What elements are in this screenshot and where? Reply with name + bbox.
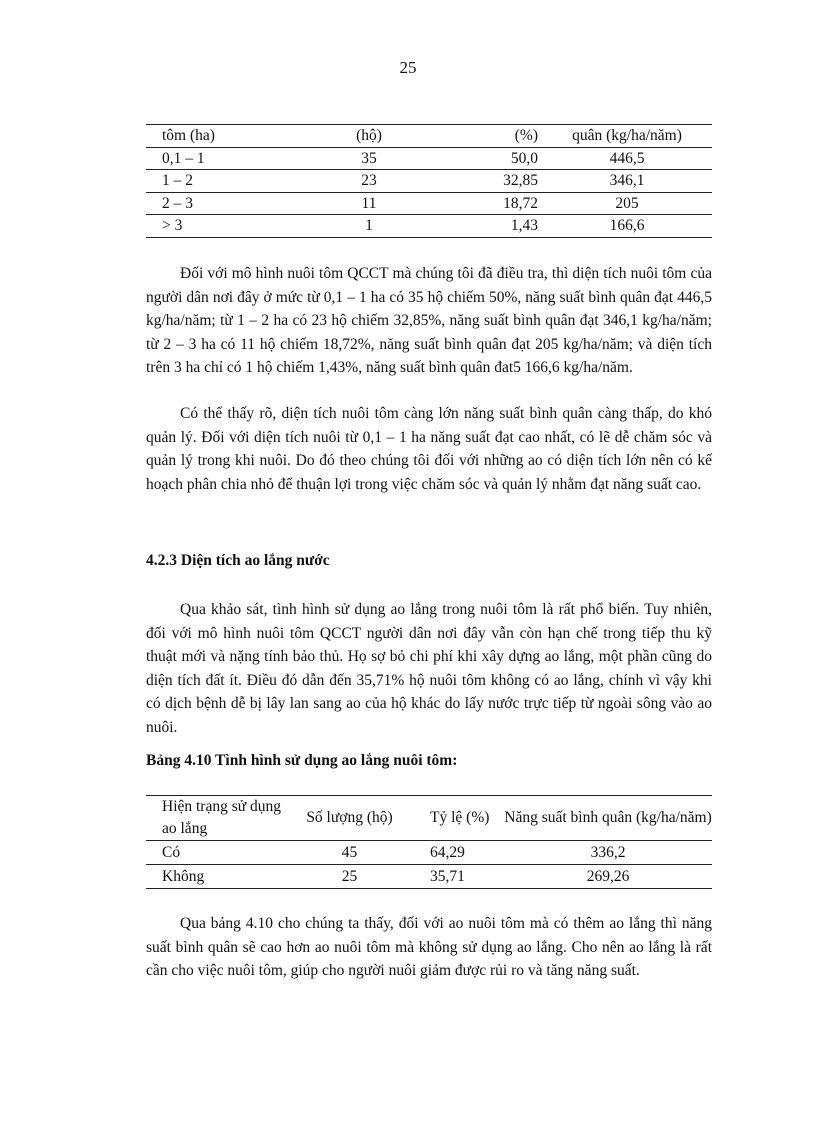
table-caption: Bảng 4.10 Tình hình sử dụng ao lắng nuôi tôm:	[146, 752, 458, 769]
table-header-row	[146, 125, 712, 148]
table-cell: 23	[310, 170, 428, 193]
paragraph-conclusion: Có thể thấy rõ, diện tích nuôi tôm càng lớn năng suất bình quân càng thấp, do khó quản lý. Đối với diện tích nuôi từ 0,1 – 1 ha năng suất đạt cao nhất, có lẽ dễ chăm sóc và quản lý trong khi nuôi. Do đó theo chúng tôi đối với những ao có diện tích lớn nên có kế hoạch phân chia nhỏ để thuận lợi trong việc chăm sóc và quản lý nhằm đạt năng suất cao.	[146, 405, 712, 493]
table-cell: 18,72	[428, 192, 542, 215]
table-cell: 269,26	[504, 865, 712, 889]
table-row	[146, 147, 712, 170]
table-cell: > 3	[146, 215, 310, 238]
table-row	[146, 865, 712, 889]
table-header-row	[146, 796, 712, 841]
header-cell: (%)	[428, 125, 542, 148]
table-cell: 32,85	[428, 170, 542, 193]
table-cell: 1,43	[428, 215, 542, 238]
table-row	[146, 841, 712, 865]
paragraph-settling-pond: Qua khảo sát, tình hình sử dụng ao lắng trong nuôi tôm là rất phổ biến. Tuy nhiên, đối với mô hình nuôi tôm QCCT người dân nơi đây vẫn còn hạn chế trong tiếp thu kỹ thuật mới và nặng tính bảo thủ. Họ sợ bỏ chi phí khi xây dựng ao lắng, một phần cũng do diện tích đất ít. Điều đó dẫn đến 35,71% hộ nuôi tôm không có ao lắng, chính vì vậy khi có dịch bệnh dễ bị lây lan sang ao của hộ khác do lấy nước trực tiếp từ ngoài sông vào ao nuôi.	[146, 601, 712, 736]
table-cell: Có	[146, 841, 297, 865]
table-cell: 446,5	[542, 147, 712, 170]
settling-pond-table	[146, 795, 712, 889]
table-cell: 11	[310, 192, 428, 215]
header-cell: Hiện trạng sử dụng ao lắng	[146, 796, 297, 841]
table-cell: 25	[297, 865, 402, 889]
table-cell: 64,29	[402, 841, 504, 865]
paragraph-table-analysis: Qua bảng 4.10 cho chúng ta thấy, đối với ao nuôi tôm mà có thêm ao lắng thì năng suất bình quân sẽ cao hơn ao nuôi tôm mà không sử dụng ao lắng. Cho nên ao lắng là rất cần cho việc nuôi tôm, giúp cho người nuôi giảm được rủi ro và tăng năng suất.	[146, 915, 712, 979]
table-cell: 35	[310, 147, 428, 170]
header-cell: Số lượng (hộ)	[297, 796, 402, 841]
table-row	[146, 215, 712, 238]
table-cell: 35,71	[402, 865, 504, 889]
section-heading: 4.2.3 Diện tích ao lắng nước	[146, 552, 330, 569]
table-cell: 50,0	[428, 147, 542, 170]
table-cell: 205	[542, 192, 712, 215]
table-cell: 1	[310, 215, 428, 238]
header-cell: (hộ)	[310, 125, 428, 148]
area-yield-table	[146, 124, 712, 238]
table-cell: 336,2	[504, 841, 712, 865]
header-cell: Năng suất bình quân (kg/ha/năm)	[504, 796, 712, 841]
page-number: 25	[399, 58, 417, 77]
header-cell: tôm (ha)	[146, 125, 310, 148]
table-cell: 346,1	[542, 170, 712, 193]
table-row	[146, 192, 712, 215]
table-cell: 2 – 3	[146, 192, 310, 215]
header-cell: Tỷ lệ (%)	[402, 796, 504, 841]
table-cell: 45	[297, 841, 402, 865]
header-cell: quân (kg/ha/năm)	[542, 125, 712, 148]
table-cell: 166,6	[542, 215, 712, 238]
table-cell: 0,1 – 1	[146, 147, 310, 170]
table-cell: 1 – 2	[146, 170, 310, 193]
table-row	[146, 170, 712, 193]
paragraph-area-analysis: Đối với mô hình nuôi tôm QCCT mà chúng tôi đã điều tra, thì diện tích nuôi tôm của người dân nơi đây ở mức từ 0,1 – 1 ha có 35 hộ chiếm 50%, năng suất bình quân đạt 446,5 kg/ha/năm; từ 1 – 2 ha có 23 hộ chiếm 32,85%, năng suất bình quân đạt 346,1 kg/ha/năm; từ 2 – 3 ha có 11 hộ chiếm 18,72%, năng suất bình quân đạt 205 kg/ha/năm; và diện tích trên 3 ha chỉ có 1 hộ chiếm 1,43%, năng suất bình quân đat5 166,6 kg/ha/năm.	[146, 265, 712, 376]
table-cell: Không	[146, 865, 297, 889]
